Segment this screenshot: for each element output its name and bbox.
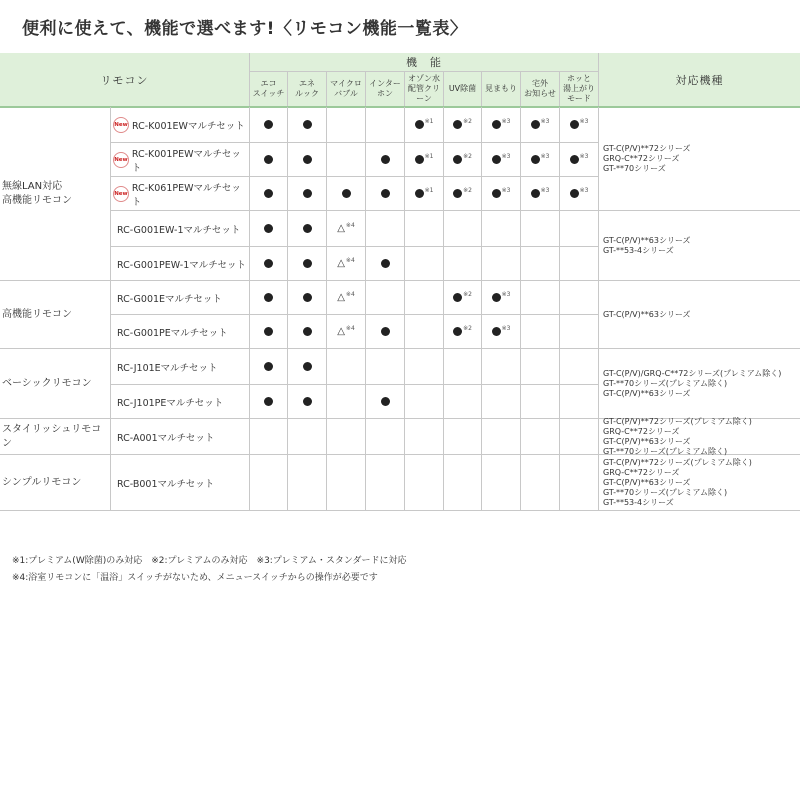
header-function-col	[559, 72, 598, 107]
function-mark-cell	[404, 349, 443, 385]
model-cell	[110, 349, 249, 385]
filled-circle-icon	[342, 189, 351, 198]
header-function-col	[326, 72, 365, 107]
compat-models: GT-C(P/V)/GRQ-C**72シリーズ(プレミアム除く) GT-**70シリーズ(プレミアム除く) GT-C(P/V)**63シリーズ	[603, 368, 782, 398]
filled-circle-icon	[264, 224, 273, 233]
footnote-ref: ※2	[463, 187, 472, 194]
function-mark-cell	[481, 211, 520, 247]
model-name: RC-K001PEWマルチセット	[131, 148, 241, 174]
function-mark-cell	[249, 455, 287, 511]
function-mark-cell	[365, 315, 404, 349]
function-mark-cell	[443, 211, 481, 247]
footnote-ref: ※3	[501, 325, 511, 332]
category-cell	[0, 107, 110, 281]
filled-circle-icon	[381, 189, 390, 198]
model-cell	[110, 315, 249, 349]
function-mark-cell	[520, 419, 559, 455]
model-cell	[110, 385, 249, 419]
footnote-ref: ※1	[424, 153, 434, 160]
filled-circle-icon	[303, 397, 312, 406]
model-cell	[110, 107, 249, 143]
function-mark-cell	[559, 211, 598, 247]
function-mark-cell	[520, 385, 559, 419]
footnote-ref: ※3	[540, 187, 550, 194]
function-mark-cell	[249, 211, 287, 247]
function-mark-cell	[249, 143, 287, 177]
function-mark-cell	[365, 177, 404, 211]
function-mark-cell	[404, 211, 443, 247]
function-mark-cell	[365, 349, 404, 385]
footnote-ref: ※4	[345, 291, 355, 298]
filled-circle-icon	[303, 189, 312, 198]
footnote-ref: ※2	[463, 325, 472, 332]
header-function-col	[443, 72, 481, 107]
page-title: 便利に使えて、機能で選べます!〈リモコン機能一覧表〉	[22, 19, 468, 39]
function-mark-cell	[249, 281, 287, 315]
function-mark-cell	[326, 455, 365, 511]
filled-circle-icon	[303, 362, 312, 371]
filled-circle-icon	[303, 293, 312, 302]
remote-function-table	[0, 53, 800, 530]
function-mark-cell	[559, 385, 598, 419]
filled-circle-icon	[453, 155, 462, 164]
function-mark-cell	[287, 349, 326, 385]
function-col-label: マイクロ バブル	[330, 79, 362, 98]
function-mark-cell	[287, 143, 326, 177]
filled-circle-icon	[264, 362, 273, 371]
table-bottom-rule	[0, 510, 800, 511]
filled-circle-icon	[492, 293, 501, 302]
model-cell	[110, 247, 249, 281]
new-badge: New	[113, 186, 129, 202]
function-mark-cell	[481, 281, 520, 315]
header-remote-label: リモコン	[100, 73, 149, 87]
header-function-col	[287, 72, 326, 107]
filled-circle-icon	[570, 120, 579, 129]
filled-circle-icon	[303, 327, 312, 336]
function-mark-cell	[249, 419, 287, 455]
model-cell	[110, 143, 249, 177]
function-mark-cell	[365, 143, 404, 177]
category-cell	[0, 455, 110, 511]
filled-circle-icon	[264, 259, 273, 268]
new-badge: New	[113, 152, 129, 168]
function-mark-cell	[326, 211, 365, 247]
filled-circle-icon	[570, 155, 579, 164]
header-function-col	[520, 72, 559, 107]
filled-circle-icon	[415, 189, 424, 198]
function-mark-cell	[287, 315, 326, 349]
model-cell	[110, 419, 249, 455]
compat-cell	[598, 455, 800, 511]
filled-circle-icon	[531, 189, 540, 198]
function-mark-cell	[559, 177, 598, 211]
function-mark-cell	[326, 315, 365, 349]
function-col-label: UV除菌	[448, 84, 477, 93]
model-name: RC-G001PEマルチセット	[117, 327, 228, 339]
compat-cell	[598, 416, 800, 456]
function-mark-cell	[249, 349, 287, 385]
function-mark-cell	[249, 315, 287, 349]
function-mark-cell	[287, 211, 326, 247]
filled-circle-icon	[453, 120, 462, 129]
footnote-ref: ※3	[501, 153, 511, 160]
function-mark-cell	[559, 315, 598, 349]
function-mark-cell	[326, 281, 365, 315]
model-cell	[110, 211, 249, 247]
model-name: RC-G001EW-1マルチセット	[117, 224, 241, 236]
model-name: RC-G001Eマルチセット	[117, 293, 222, 305]
function-mark-cell	[520, 281, 559, 315]
model-name: RC-A001マルチセット	[117, 432, 215, 444]
header-function-col	[249, 72, 287, 107]
function-mark-cell	[287, 419, 326, 455]
footnote-ref: ※4	[345, 257, 355, 264]
model-name: RC-K001EWマルチセット	[132, 120, 245, 132]
footnote-ref: ※3	[501, 118, 511, 125]
function-mark-cell	[287, 177, 326, 211]
function-mark-cell	[481, 177, 520, 211]
filled-circle-icon	[264, 189, 273, 198]
filled-circle-icon	[415, 120, 424, 129]
model-cell	[110, 177, 249, 211]
new-badge: New	[113, 117, 129, 133]
header-function-col	[481, 72, 520, 107]
triangle-icon: △	[337, 326, 345, 337]
function-mark-cell	[326, 349, 365, 385]
function-mark-cell	[443, 455, 481, 511]
function-mark-cell	[520, 211, 559, 247]
model-name: RC-K061PEWマルチセット	[131, 182, 241, 208]
category-label: ベーシックリモコン	[2, 377, 92, 389]
function-mark-cell	[520, 315, 559, 349]
compat-cell	[598, 281, 800, 349]
function-mark-cell	[365, 385, 404, 419]
filled-circle-icon	[303, 259, 312, 268]
function-mark-cell	[559, 143, 598, 177]
function-mark-cell	[559, 247, 598, 281]
header-compat	[598, 53, 800, 107]
model-name: RC-J101PEマルチセット	[117, 397, 224, 409]
category-cell	[0, 419, 110, 455]
function-mark-cell	[481, 315, 520, 349]
compat-cell	[598, 107, 800, 211]
footnote-ref: ※3	[501, 187, 511, 194]
function-mark-cell	[365, 455, 404, 511]
function-col-label: エコ スイッチ	[252, 79, 285, 98]
footnote-ref: ※3	[579, 118, 589, 125]
footnote-ref: ※3	[579, 187, 589, 194]
function-mark-cell	[287, 107, 326, 143]
filled-circle-icon	[381, 397, 390, 406]
category-cell	[0, 281, 110, 349]
function-mark-cell	[443, 349, 481, 385]
header-compat-label: 対応機種	[675, 73, 724, 87]
triangle-icon: △	[337, 258, 345, 269]
footnote-ref: ※3	[540, 118, 550, 125]
function-mark-cell	[559, 349, 598, 385]
compat-cell	[598, 211, 800, 281]
filled-circle-icon	[492, 120, 501, 129]
function-mark-cell	[326, 385, 365, 419]
function-col-label: 見まもり	[485, 84, 517, 93]
footnote-ref: ※3	[579, 153, 589, 160]
filled-circle-icon	[264, 120, 273, 129]
function-mark-cell	[520, 107, 559, 143]
footnote-ref: ※3	[540, 153, 550, 160]
filled-circle-icon	[381, 327, 390, 336]
footnote-1: ※1:プレミアム(W除菌)のみ対応 ※2:プレミアムのみ対応 ※3:プレミアム・スタンダードに対応	[12, 556, 407, 566]
model-name: RC-J101Eマルチセット	[117, 362, 218, 374]
function-mark-cell	[481, 349, 520, 385]
compat-models: GT-C(P/V)**63シリーズ	[603, 309, 691, 319]
function-mark-cell	[249, 385, 287, 419]
footnote-ref: ※1	[424, 187, 434, 194]
filled-circle-icon	[264, 397, 273, 406]
filled-circle-icon	[264, 327, 273, 336]
function-mark-cell	[326, 143, 365, 177]
function-mark-cell	[481, 247, 520, 281]
function-mark-cell	[443, 177, 481, 211]
function-mark-cell	[481, 455, 520, 511]
filled-circle-icon	[492, 155, 501, 164]
function-mark-cell	[443, 143, 481, 177]
footnote-ref: ※2	[463, 291, 472, 298]
filled-circle-icon	[570, 189, 579, 198]
header-function-col	[365, 72, 404, 107]
function-mark-cell	[249, 107, 287, 143]
function-mark-cell	[404, 107, 443, 143]
function-col-label: 宅外 お知らせ	[524, 79, 556, 98]
category-label: シンプルリモコン	[2, 476, 82, 488]
function-mark-cell	[520, 143, 559, 177]
function-mark-cell	[481, 385, 520, 419]
footnote-2: ※4:浴室リモコンに「温浴」スイッチがないため、メニュースイッチからの操作が必要です	[12, 573, 378, 583]
function-col-label: インター ホン	[369, 79, 401, 98]
function-mark-cell	[559, 107, 598, 143]
filled-circle-icon	[453, 327, 462, 336]
function-mark-cell	[404, 177, 443, 211]
compat-models: GT-C(P/V)**72シリーズ GRQ-C**72シリーズ GT-**70シリーズ	[603, 143, 691, 173]
filled-circle-icon	[303, 224, 312, 233]
function-mark-cell	[559, 455, 598, 511]
header-functions-label: 機 能	[406, 56, 442, 69]
footnotes	[12, 553, 407, 587]
filled-circle-icon	[415, 155, 424, 164]
filled-circle-icon	[492, 189, 501, 198]
model-cell	[110, 455, 249, 511]
function-mark-cell	[326, 177, 365, 211]
function-mark-cell	[287, 385, 326, 419]
filled-circle-icon	[381, 259, 390, 268]
function-col-label: ホッと 湯上がり モード	[563, 74, 595, 103]
function-mark-cell	[365, 281, 404, 315]
function-mark-cell	[249, 177, 287, 211]
function-mark-cell	[365, 247, 404, 281]
function-mark-cell	[443, 107, 481, 143]
function-mark-cell	[481, 143, 520, 177]
compat-cell	[598, 349, 800, 419]
filled-circle-icon	[453, 293, 462, 302]
filled-circle-icon	[531, 155, 540, 164]
compat-models: GT-C(P/V)**63シリーズ GT-**53-4シリーズ	[603, 235, 691, 255]
function-mark-cell	[520, 247, 559, 281]
filled-circle-icon	[453, 189, 462, 198]
compat-models: GT-C(P/V)**72シリーズ(プレミアム除く) GRQ-C**72シリーズ GT-C(P/V)**63シリーズ GT-**70シリーズ(プレミアム除く) GT-**53-4シリーズ	[603, 457, 752, 507]
filled-circle-icon	[303, 120, 312, 129]
function-mark-cell	[287, 247, 326, 281]
filled-circle-icon	[264, 155, 273, 164]
footnote-ref: ※3	[501, 291, 511, 298]
function-mark-cell	[404, 143, 443, 177]
function-mark-cell	[404, 455, 443, 511]
function-mark-cell	[287, 281, 326, 315]
compat-models: GT-C(P/V)**72シリーズ(プレミアム除く) GRQ-C**72シリーズ GT-C(P/V)**63シリーズ GT-**70シリーズ(プレミアム除く)	[603, 416, 752, 456]
header-functions	[249, 53, 598, 72]
triangle-icon: △	[337, 292, 345, 303]
filled-circle-icon	[531, 120, 540, 129]
filled-circle-icon	[303, 155, 312, 164]
filled-circle-icon	[264, 293, 273, 302]
category-label: 無線LAN対応 高機能リモコン	[2, 180, 72, 206]
filled-circle-icon	[381, 155, 390, 164]
function-mark-cell	[287, 455, 326, 511]
function-mark-cell	[249, 247, 287, 281]
footnote-ref: ※4	[345, 222, 355, 229]
model-name: RC-G001PEW-1マルチセット	[117, 259, 247, 271]
category-label: 高機能リモコン	[2, 308, 72, 320]
function-mark-cell	[404, 419, 443, 455]
function-mark-cell	[443, 247, 481, 281]
function-mark-cell	[559, 419, 598, 455]
filled-circle-icon	[492, 327, 501, 336]
function-mark-cell	[326, 419, 365, 455]
footnote-ref: ※1	[424, 118, 434, 125]
function-mark-cell	[481, 107, 520, 143]
function-mark-cell	[365, 107, 404, 143]
footnote-ref: ※4	[345, 325, 355, 332]
footnote-ref: ※2	[463, 153, 472, 160]
function-mark-cell	[404, 247, 443, 281]
function-mark-cell	[520, 349, 559, 385]
function-mark-cell	[404, 385, 443, 419]
function-mark-cell	[326, 107, 365, 143]
function-col-label: オゾン水 配管クリーン	[408, 74, 440, 103]
model-name: RC-B001マルチセット	[117, 478, 215, 490]
header-remote	[0, 53, 249, 107]
function-mark-cell	[443, 385, 481, 419]
model-cell	[110, 281, 249, 315]
function-mark-cell	[481, 419, 520, 455]
function-mark-cell	[520, 455, 559, 511]
function-mark-cell	[404, 281, 443, 315]
footnote-ref: ※2	[463, 118, 472, 125]
category-label: スタイリッシュリモコン	[2, 423, 102, 449]
function-mark-cell	[443, 281, 481, 315]
function-mark-cell	[443, 419, 481, 455]
function-mark-cell	[520, 177, 559, 211]
function-mark-cell	[559, 281, 598, 315]
function-mark-cell	[365, 211, 404, 247]
triangle-icon: △	[337, 223, 345, 234]
function-mark-cell	[365, 419, 404, 455]
function-col-label: エネ ルック	[295, 79, 319, 98]
category-cell	[0, 349, 110, 419]
function-mark-cell	[443, 315, 481, 349]
header-function-col	[404, 72, 443, 107]
function-mark-cell	[326, 247, 365, 281]
function-mark-cell	[404, 315, 443, 349]
